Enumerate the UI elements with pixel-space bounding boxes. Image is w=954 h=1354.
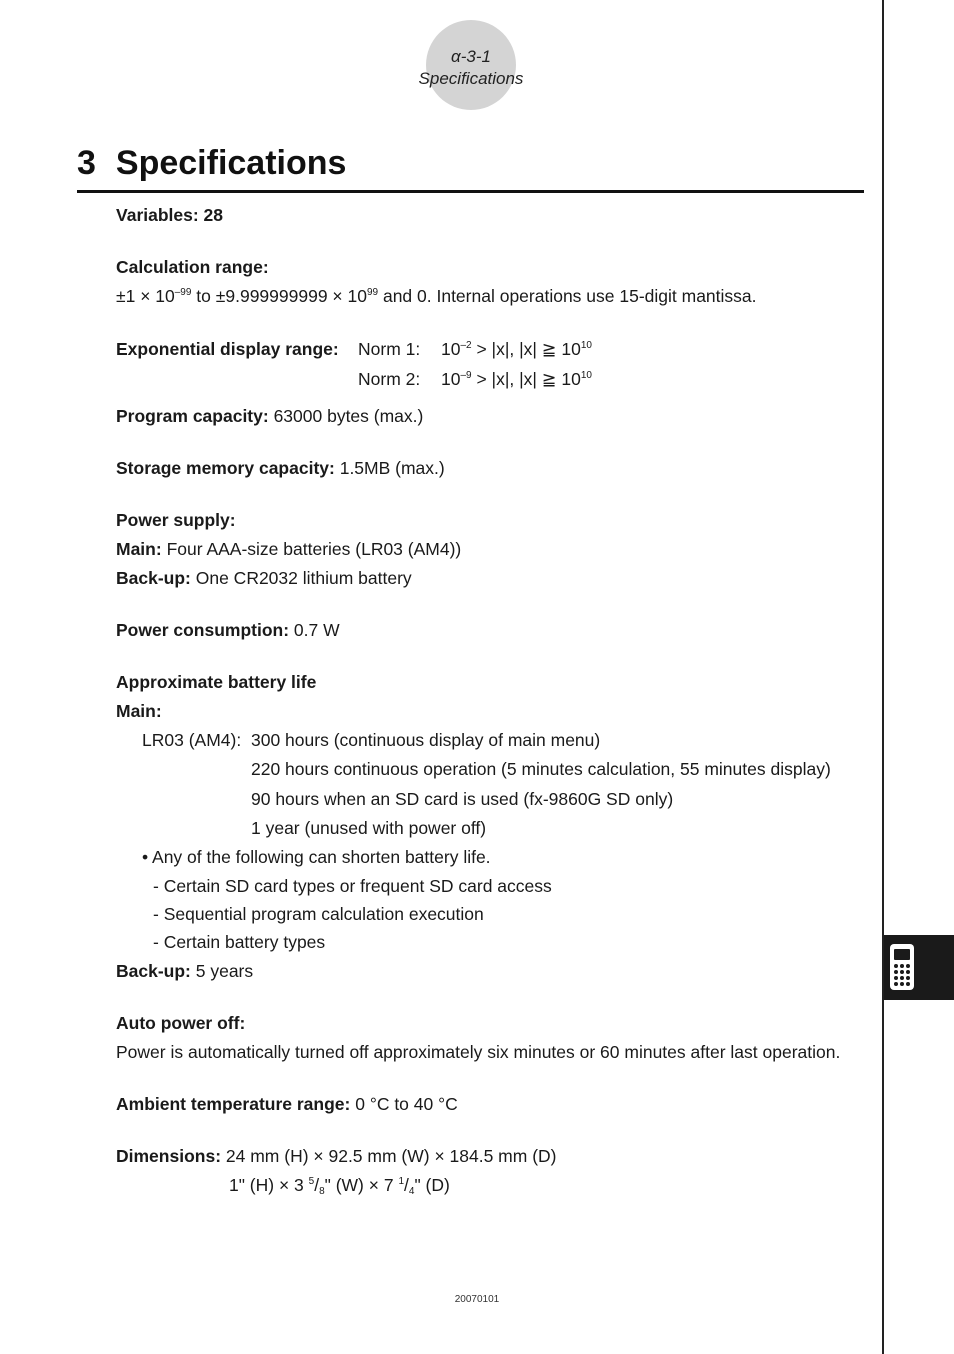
power-supply-backup: Back-up: One CR2032 lithium battery: [116, 568, 412, 588]
battery-subnote: - Certain battery types: [153, 932, 326, 952]
battery-backup: Back-up: 5 years: [116, 961, 254, 981]
power-supply-label: Power supply:: [116, 510, 236, 530]
battery-subnote: - Sequential program calculation execution: [153, 904, 484, 924]
auto-off-label: Auto power off:: [116, 1013, 246, 1033]
battery-note: • Any of the following can shorten battery life.: [142, 847, 491, 867]
battery-life-line: 220 hours continuous operation (5 minutes calculation, 55 minutes display): [251, 759, 831, 779]
auto-off-text: Power is automatically turned off approximately six minutes or 60 minutes after last operation.: [116, 1042, 841, 1062]
calc-range-text: $\pm 1 \times 10^{-99}$ to $\pm 9.999999999 \times 10^{99}$ and 0. Internal operations use 15-digit mantissa.: [116, 286, 757, 306]
battery-life-line: 1 year (unused with power off): [251, 818, 487, 838]
storage-capacity: Storage memory capacity: 1.5MB (max.): [116, 458, 445, 478]
battery-life-label: Approximate battery life: [116, 672, 317, 692]
chapter-side-tab[interactable]: [884, 935, 954, 1000]
page-edge-rule: [882, 0, 884, 1354]
header-section: α-3-1: [451, 47, 491, 66]
power-consumption: Power consumption: 0.7 W: [116, 620, 340, 640]
battery-life-line: 90 hours when an SD card is used (fx-9860G SD only): [251, 789, 674, 809]
chapter-number: 3: [77, 144, 96, 182]
dimensions-metric: Dimensions: 24 mm (H) × 92.5 mm (W) × 184.5 mm (D): [116, 1146, 557, 1166]
temperature-range: Ambient temperature range: 0 °C to 40 °C: [116, 1094, 458, 1114]
norm2-label: Norm 2:: [358, 369, 421, 389]
norm1-range: $10^{-2} > |x|$, |x| ≧ $10^{10}$: [441, 339, 592, 359]
exp-display-label: Exponential display range:: [116, 339, 339, 359]
variables-label: Variables: 28: [116, 205, 224, 225]
battery-subnote: - Certain SD card types or frequent SD card access: [153, 876, 552, 896]
norm1-label: Norm 1:: [358, 339, 421, 359]
dimensions-imperial: 1" (H) × 3 $^5/_8$" (W) × 7 $^1/_4$" (D): [229, 1175, 450, 1197]
lr03-label: LR03 (AM4):: [142, 730, 242, 750]
footer-code: 20070101: [454, 1294, 500, 1305]
running-header: [371, 46, 571, 90]
chapter-heading: [77, 144, 346, 183]
header-title: Specifications: [418, 69, 524, 88]
program-capacity: Program capacity: 63000 bytes (max.): [116, 406, 424, 426]
heading-rule: [77, 190, 864, 193]
calc-range-label: Calculation range:: [116, 257, 269, 277]
calculator-icon: [888, 943, 918, 993]
chapter-title: Specifications: [115, 144, 347, 182]
battery-life-main-label: Main:: [116, 701, 162, 721]
power-supply-main: Main: Four AAA-size batteries (LR03 (AM4)): [116, 539, 462, 559]
norm2-range: $10^{-9} > |x|$, |x| ≧ $10^{10}$: [441, 369, 592, 389]
battery-life-line: 300 hours (continuous display of main menu): [251, 730, 601, 750]
